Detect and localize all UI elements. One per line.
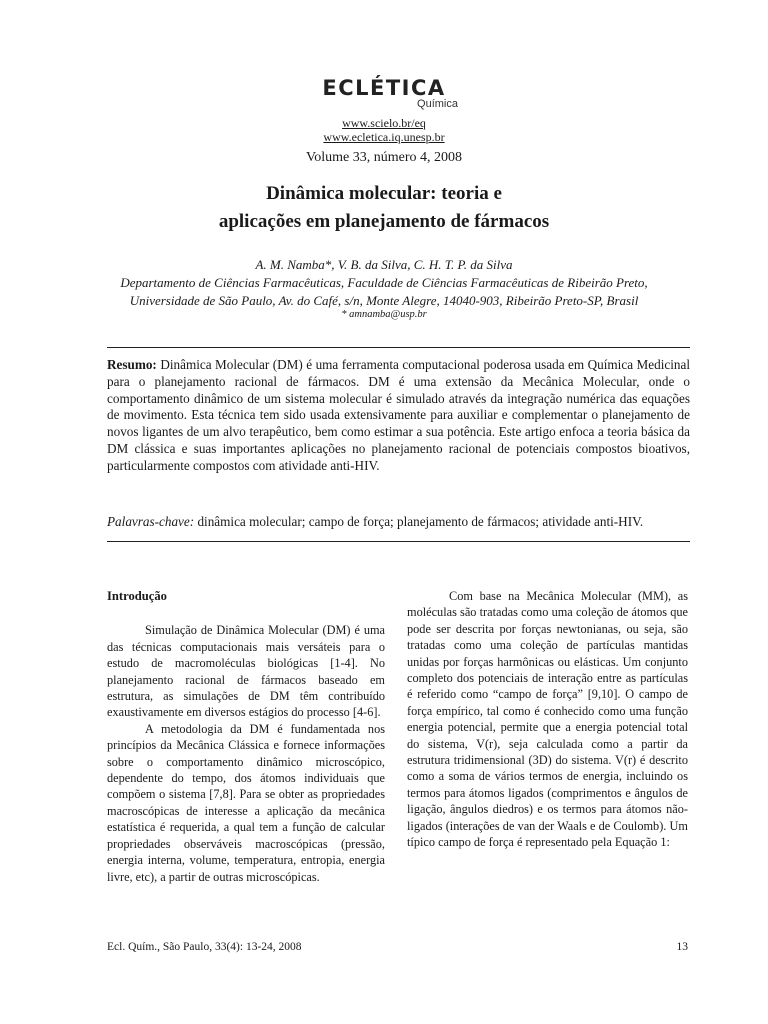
affiliation: [0, 274, 768, 310]
body-column-left: [107, 588, 385, 885]
keywords-text: dinâmica molecular; campo de força; planejamento de fármacos; atividade anti-HIV.: [197, 514, 644, 529]
title-line-1: Dinâmica molecular: teoria e: [266, 183, 502, 204]
affiliation-line-2: Universidade de São Paulo, Av. do Café, s/n, Monte Alegre, 14040-903, Ribeirão Preto-SP, Brasil: [129, 293, 639, 308]
abstract-text: Dinâmica Molecular (DM) é uma ferramenta computacional poderosa usada em Química Medicinal para o planejamento racional de fármacos. DM é uma extensão da Mecânica Molecular, onde o comportamento dinâmico de um sistema molecular é simulado através da integração numérica das equações de movimento. Esta técnica tem sido usada extensivamente para auxiliar e complementar o planejamento de novos ligantes de um alvo terapêutico, bem como estimar a sua potência. Este artigo enfoca a teoria básica da DM clássica e suas importantes aplicações no planejamento racional de potenciais compostos bioativos, particularmente compostos com atividade anti-HIV.: [107, 357, 690, 473]
abstract-top-rule: [107, 347, 690, 348]
keywords-label: Palavras-chave:: [107, 514, 195, 529]
volume-info: Volume 33, número 4, 2008: [305, 150, 463, 165]
logo-title: ECLÉTICA: [322, 76, 446, 100]
journal-masthead: [0, 76, 768, 117]
section-heading: Introdução: [107, 589, 167, 603]
body-paragraph: Com base na Mecânica Molecular (MM), as moléculas são tratadas como uma coleção de átomos que pode ser descrita por forças newtonianas, ou seja, são tratadas como uma coleção de partículas mantidas unidas por forças harmônicas ou elásticas. Um conjunto completo dos potenciais de interação entre as partículas é referido como “campo de força” [9,10]. O campo de força empírico, tal como é conhecido como uma função energia potencial, permite que a energia potencial total do sistema, V(r), seja calculada como a partir da estrutura tridimensional (3D) do sistema. V(r) é descrito como a soma de vários termos de energia, incluindo os termos para átomos ligados (comprimentos e ângulos de ligação, ângulos diedros) e os termos para átomos não-ligados (interações de van der Waals e de Coulomb). Um típico campo de força é representado pela Equação 1:: [407, 589, 688, 850]
abstract-bottom-rule: [107, 541, 690, 542]
journal-logo: [304, 76, 464, 112]
authors: A. M. Namba*, V. B. da Silva, C. H. T. P. da Silva: [255, 257, 513, 272]
link-scielo[interactable]: www.scielo.br/eq: [342, 116, 426, 130]
title-line-2: aplicações em planejamento de fármacos: [218, 211, 550, 232]
page-number: 13: [676, 941, 688, 953]
author-email: * amnamba@usp.br: [341, 309, 427, 320]
body-paragraph: A metodologia da DM é fundamentada nos princípios da Mecânica Clássica e fornece informações sobre o comportamento dinâmico microscópico, dependente do tempo, dos átomos individuais que compõem o sistema [7,8]. Para se obter as propriedades macroscópicas de interesse a aplicação da mecânica estatística é requerida, a qual tem a função de calcular propriedades observáveis macroscópicas (pressão, energia interna, volume, temperatura, entropia, energia livre, etc), a partir de outras microscópicas.: [107, 721, 385, 884]
article-title: [0, 180, 768, 236]
abstract-label: Resumo:: [107, 357, 157, 372]
link-ecletica[interactable]: www.ecletica.iq.unesp.br: [323, 130, 445, 144]
keywords: [107, 514, 690, 531]
body-paragraph: Simulação de Dinâmica Molecular (DM) é uma das técnicas computacionais mais versáteis para o estudo de macromoléculas biológicas [1-4]. No planejamento racional de fármacos baseado em estrutura, as simulações de DM têm contribuído exaustivamente em diversos estágios do processo [4-6].: [107, 623, 385, 720]
footer-citation: Ecl. Quím., São Paulo, 33(4): 13-24, 2008: [107, 941, 302, 953]
abstract: [107, 357, 690, 475]
body-column-right: [407, 588, 688, 851]
affiliation-line-1: Departamento de Ciências Farmacêuticas, Faculdade de Ciências Farmacêuticas de Ribeirão Preto,: [120, 275, 648, 290]
journal-links: [0, 116, 768, 144]
logo-subtitle: Química: [417, 98, 458, 110]
